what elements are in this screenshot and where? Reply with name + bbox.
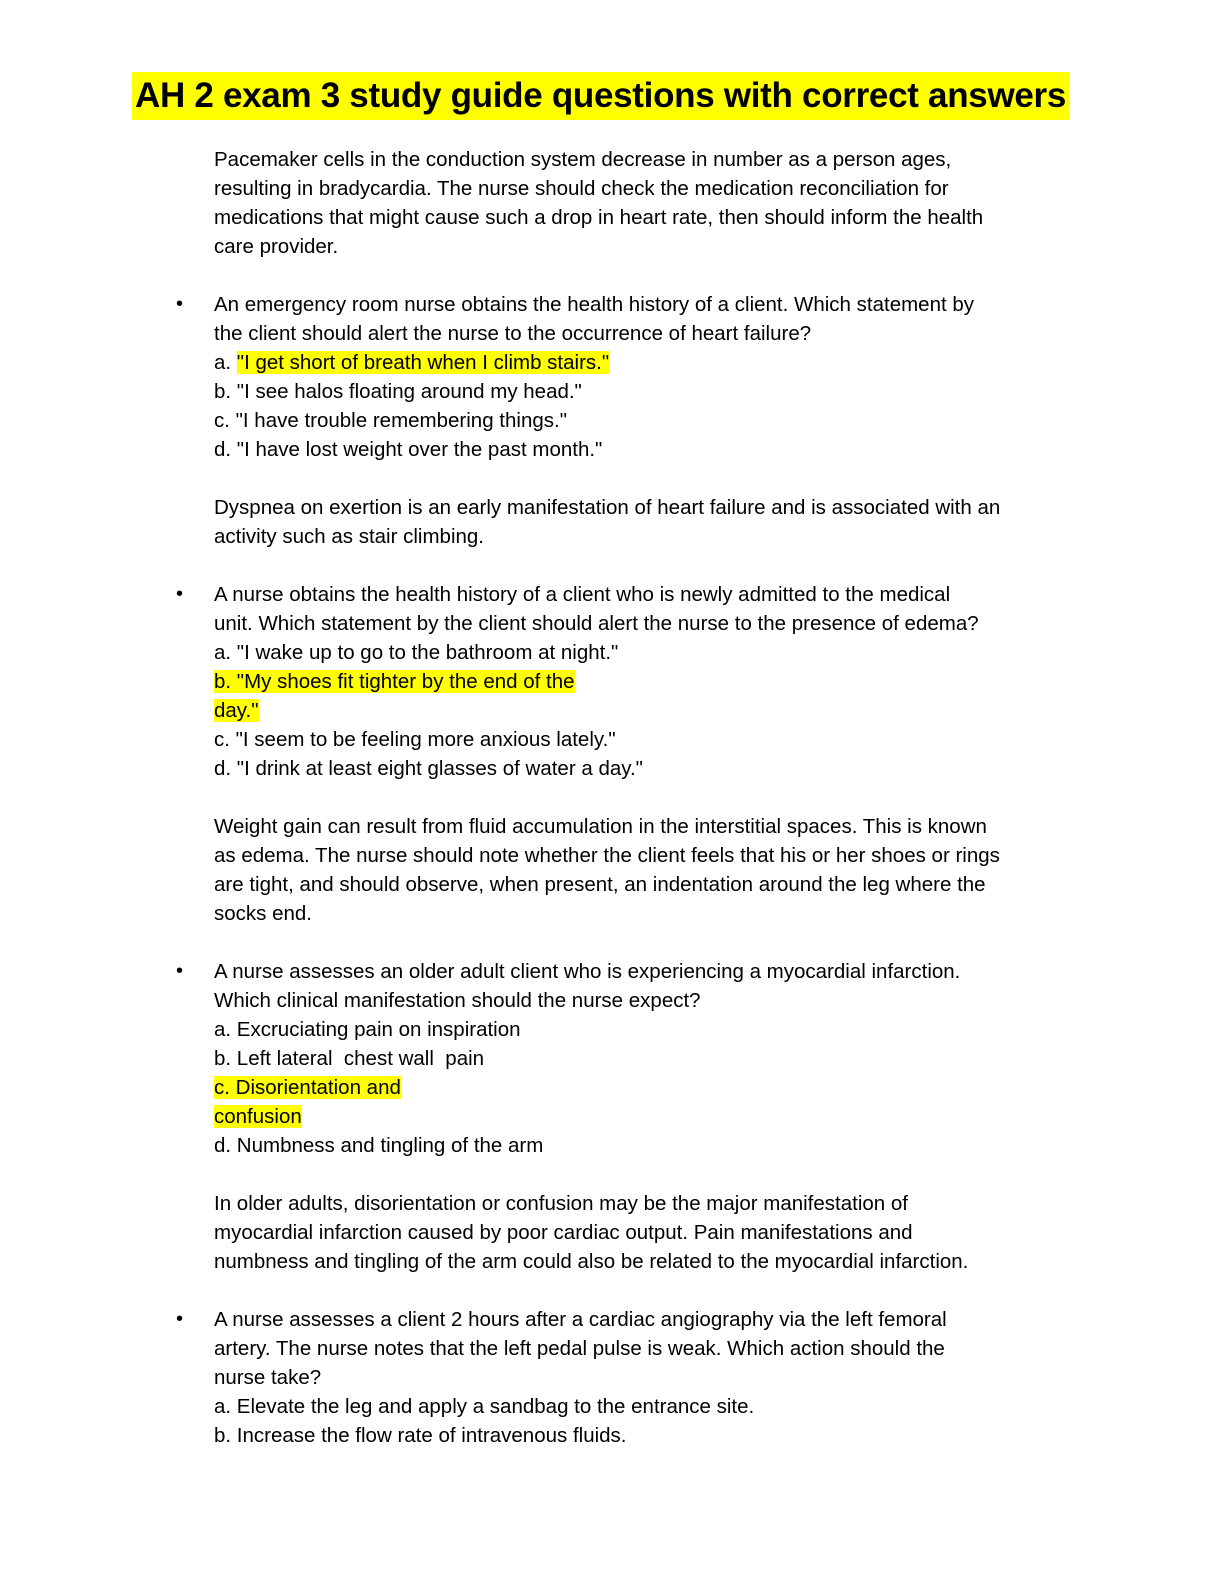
question-stem-line: A nurse assesses a client 2 hours after a cardiac angiography via the left femoral	[214, 1308, 947, 1331]
option-a	[214, 348, 1074, 377]
option-c-continued	[214, 1102, 1074, 1131]
text-line: medications that might cause such a drop in heart rate, then should inform the health	[214, 206, 984, 229]
document-body	[176, 145, 1074, 1450]
rationale-line: Weight gain can result from fluid accumulation in the interstitial spaces. This is known	[214, 815, 987, 838]
question-stem-line: A nurse obtains the health history of a client who is newly admitted to the medical	[214, 583, 951, 606]
option-b	[214, 667, 1074, 696]
bullet-icon: •	[176, 293, 184, 315]
question-stem-line: unit. Which statement by the client should alert the nurse to the presence of edema?	[214, 612, 979, 635]
option-c: c. "I seem to be feeling more anxious lately."	[214, 728, 616, 751]
option-d: d. Numbness and tingling of the arm	[214, 1134, 544, 1157]
option-b-continued	[214, 696, 1074, 725]
question-4	[176, 1305, 1074, 1450]
question-stem-line: nurse take?	[214, 1366, 322, 1389]
rationale-line: Dyspnea on exertion is an early manifestation of heart failure and is associated with an	[214, 496, 1001, 519]
option-b: b. Left lateral chest wall pain	[214, 1047, 485, 1070]
rationale-line: are tight, and should observe, when present, an indentation around the leg where the	[214, 873, 986, 896]
document-title: AH 2 exam 3 study guide questions with correct answers	[132, 72, 1069, 120]
option-c	[214, 1073, 1074, 1102]
correct-answer-highlight: confusion	[214, 1105, 302, 1128]
rationale-line: socks end.	[214, 902, 312, 925]
question-2	[176, 580, 1074, 928]
option-a: a. Elevate the leg and apply a sandbag to the entrance site.	[214, 1395, 755, 1418]
question-1	[176, 290, 1074, 551]
rationale-line: as edema. The nurse should note whether the client feels that his or her shoes or rings	[214, 844, 1000, 867]
option-a: a. Excruciating pain on inspiration	[214, 1018, 521, 1041]
text-line: Pacemaker cells in the conduction system decrease in number as a person ages,	[214, 148, 952, 171]
question-stem-line: Which clinical manifestation should the nurse expect?	[214, 989, 701, 1012]
option-c: c. "I have trouble remembering things."	[214, 409, 567, 432]
text-line: care provider.	[214, 235, 339, 258]
question-stem-line: A nurse assesses an older adult client who is experiencing a myocardial infarction.	[214, 960, 961, 983]
option-b: b. Increase the flow rate of intravenous fluids.	[214, 1424, 627, 1447]
rationale-line: In older adults, disorientation or confusion may be the major manifestation of	[214, 1192, 908, 1215]
rationale-line: numbness and tingling of the arm could also be related to the myocardial infarction.	[214, 1250, 969, 1273]
bullet-icon: •	[176, 1308, 184, 1330]
rationale-line: myocardial infarction caused by poor cardiac output. Pain manifestations and	[214, 1221, 913, 1244]
correct-answer-highlight: c. Disorientation and	[214, 1076, 401, 1099]
correct-answer-highlight: b. "My shoes fit tighter by the end of the	[214, 670, 575, 693]
question-stem-line: artery. The nurse notes that the left pedal pulse is weak. Which action should the	[214, 1337, 945, 1360]
option-prefix: a.	[214, 351, 237, 374]
bullet-icon: •	[176, 960, 184, 982]
bullet-icon: •	[176, 583, 184, 605]
correct-answer-highlight: day."	[214, 699, 259, 722]
rationale-line: activity such as stair climbing.	[214, 525, 485, 548]
option-d: d. "I have lost weight over the past month."	[214, 438, 603, 461]
text-line: resulting in bradycardia. The nurse should check the medication reconciliation for	[214, 177, 949, 200]
correct-answer-highlight: "I get short of breath when I climb stairs."	[236, 351, 610, 374]
intro-rationale	[214, 145, 1074, 261]
question-stem-line: the client should alert the nurse to the occurrence of heart failure?	[214, 322, 812, 345]
question-stem-line: An emergency room nurse obtains the health history of a client. Which statement by	[214, 293, 975, 316]
option-b: b. "I see halos floating around my head."	[214, 380, 582, 403]
option-d: d. "I drink at least eight glasses of water a day."	[214, 757, 643, 780]
option-a: a. "I wake up to go to the bathroom at night."	[214, 641, 619, 664]
question-3	[176, 957, 1074, 1276]
